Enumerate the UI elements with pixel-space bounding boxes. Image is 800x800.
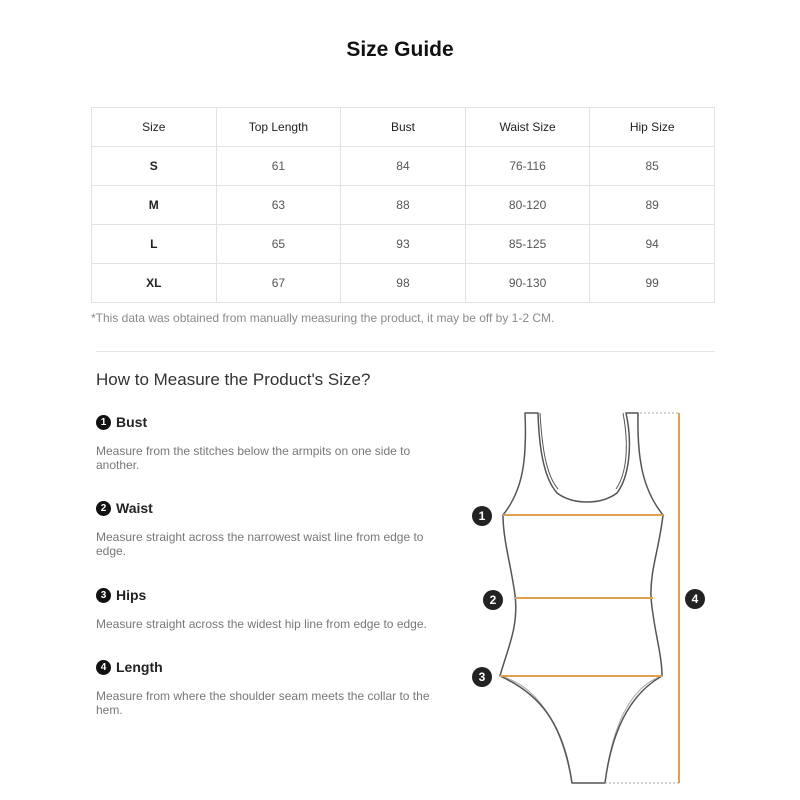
bust-cell: 84 <box>341 147 466 186</box>
section-divider <box>96 351 715 352</box>
hip-cell: 89 <box>590 186 715 225</box>
top-length-cell: 61 <box>216 147 341 186</box>
waist-cell: 80-120 <box>465 186 590 225</box>
marker-4-icon <box>685 589 705 609</box>
svg-text:2: 2 <box>489 593 497 607</box>
svg-text:3: 3 <box>478 670 486 684</box>
size-table <box>91 107 715 303</box>
top-length-cell: 67 <box>216 264 341 303</box>
svg-text:1: 1 <box>478 509 486 523</box>
top-length-cell: 63 <box>216 186 341 225</box>
step-name: Bust <box>116 414 148 430</box>
step-name: Hips <box>116 587 147 603</box>
table-row <box>92 147 715 186</box>
table-row <box>92 225 715 264</box>
page-title: Size Guide <box>346 38 454 61</box>
step-length <box>96 659 436 717</box>
measurement-note: *This data was obtained from manually measuring the product, it may be off by 1-2 CM. <box>91 311 555 325</box>
bodysuit-diagram <box>465 405 715 790</box>
marker-3-icon <box>472 667 492 687</box>
number-badge-icon: 4 <box>96 660 111 675</box>
how-to-title: How to Measure the Product's Size? <box>96 370 371 389</box>
step-waist <box>96 500 436 558</box>
number-badge-icon: 2 <box>96 501 111 516</box>
bust-cell: 98 <box>341 264 466 303</box>
number-badge-icon: 3 <box>96 588 111 603</box>
step-heading <box>96 587 436 603</box>
hip-cell: 99 <box>590 264 715 303</box>
step-hips <box>96 587 436 631</box>
step-heading <box>96 659 436 675</box>
step-description: Measure straight across the narrowest waist line from edge to edge. <box>96 530 424 558</box>
step-name: Waist <box>116 500 153 516</box>
table-row <box>92 186 715 225</box>
bust-cell: 88 <box>341 186 466 225</box>
header-size: Size <box>92 108 217 147</box>
header-waist-size: Waist Size <box>465 108 590 147</box>
marker-1-icon <box>472 506 492 526</box>
step-description: Measure from where the shoulder seam meets the collar to the hem. <box>96 689 430 717</box>
marker-2-icon <box>483 590 503 610</box>
header-hip-size: Hip Size <box>590 108 715 147</box>
hip-cell: 85 <box>590 147 715 186</box>
size-cell: S <box>92 147 217 186</box>
size-cell: L <box>92 225 217 264</box>
step-heading <box>96 414 436 430</box>
header-top-length: Top Length <box>216 108 341 147</box>
size-cell: XL <box>92 264 217 303</box>
table-header-row <box>92 108 715 147</box>
step-name: Length <box>116 659 163 675</box>
step-bust <box>96 414 436 472</box>
waist-cell: 76-116 <box>465 147 590 186</box>
step-description: Measure from the stitches below the armpits on one side to another. <box>96 444 411 472</box>
size-cell: M <box>92 186 217 225</box>
hip-cell: 94 <box>590 225 715 264</box>
svg-text:4: 4 <box>691 592 699 606</box>
bust-cell: 93 <box>341 225 466 264</box>
waist-cell: 90-130 <box>465 264 590 303</box>
table-row <box>92 264 715 303</box>
header-bust: Bust <box>341 108 466 147</box>
step-description: Measure straight across the widest hip line from edge to edge. <box>96 617 427 631</box>
top-length-cell: 65 <box>216 225 341 264</box>
number-badge-icon: 1 <box>96 415 111 430</box>
waist-cell: 85-125 <box>465 225 590 264</box>
step-heading <box>96 500 436 516</box>
